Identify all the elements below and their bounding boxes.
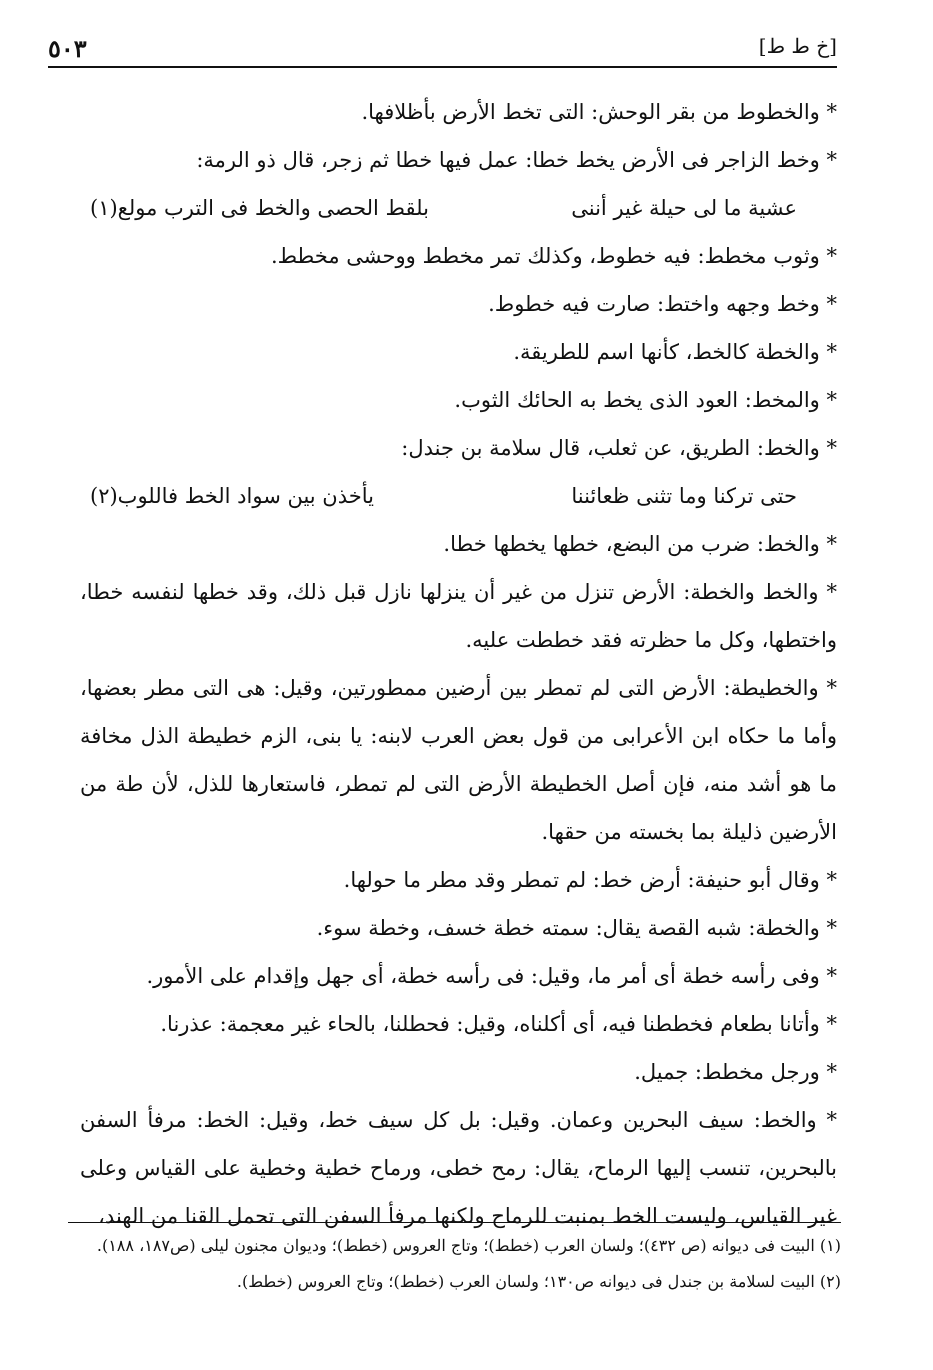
entry: * والخطوط من بقر الوحش: التى تخط الأرض بأظلافها.: [361, 100, 837, 124]
entry: * وقال أبو حنيفة: أرض خط: لم تمطر وقد مطر ما حولها.: [343, 868, 837, 892]
entry: * والخطة كالخط، كأنها اسم للطريقة.: [513, 340, 837, 364]
entry: * وخط الزاجر فى الأرض يخط خطا: عمل فيها خطا ثم زجر، قال ذو الرمة:: [196, 148, 837, 172]
page-header: [48, 32, 837, 68]
verse-second-hemistich: يأخذن بين سواد الخط فاللوب(٢): [90, 484, 374, 508]
footnote: (١) البيت فى ديوانه (ص ٤٣٢)؛ ولسان العرب (خطط)؛ وتاج العروس (خطط)؛ وديوان مجنون ليلى (ص١٨٧، ١٨٨).: [96, 1236, 841, 1255]
footnotes: [68, 1222, 841, 1303]
entry: * والمخط: العود الذى يخط به الحائك الثوب.: [454, 388, 837, 412]
verse-first-hemistich: عشية ما لى حيلة غير أننى: [571, 196, 797, 220]
entry: * وخط وجهه واختط: صارت فيه خطوط.: [488, 292, 837, 316]
entry: * ورجل مخطط: جميل.: [634, 1060, 837, 1084]
poetry-verse: [80, 184, 837, 232]
verse-first-hemistich: حتى تركنا وما تثنى ظعائننا: [571, 484, 797, 508]
running-head: [خ ط ط]: [758, 34, 837, 58]
entry: * والخط والخطة: الأرض تنزل من غير أن ينزلها نازل قبل ذلك، وقد خطها لنفسه خطا، واختطها، وكل ما حظرته فقد خططت عليه.: [80, 580, 837, 652]
entry: * والخط: الطريق، عن ثعلب، قال سلامة بن جندل:: [401, 436, 837, 460]
poetry-verse: [80, 472, 837, 520]
entry: * وثوب مخطط: فيه خطوط، وكذلك تمر مخطط ووحشى مخطط.: [270, 244, 837, 268]
footnote: (٢) البيت لسلامة بن جندل فى ديوانه ص١٣٠؛ ولسان العرب (خطط)؛ وتاج العروس (خطط).: [236, 1272, 841, 1291]
entry: * والخطيطة: الأرض التى لم تمطر بين أرضين ممطورتين، وقيل: هى التى مطر بعضها، وأما ما حكاه ابن الأعرابى من قول بعض العرب لابنه: يا بنى، الزم خطيطة الذل مخافة ما هو أشد منه، فإن أصل الخطيطة الأرض التى لم تمطر، فاستعارها للذل، لأن طة من الأرضين ذليلة بما بخسته من حقها.: [80, 676, 837, 844]
entry: * والخط: ضرب من البضع، خطها يخطها خطا.: [443, 532, 837, 556]
entry: * والخط: سيف البحرين وعمان. وقيل: بل كل سيف خط، وقيل: الخط: مرفأ السفن بالبحرين، تنسب إليها الرماح، يقال: رمح خطى، ورماح خطية وخطية على القياس وعلى غير القياس، وليست الخط بمنبت للرماح ولكنها مرفأ السفن التى تحمل القنا من الهند،: [80, 1108, 837, 1228]
verse-second-hemistich: بلقط الحصى والخط فى الترب مولع(١): [90, 196, 429, 220]
entries-body: [80, 88, 837, 1240]
entry: * والخطة: شبه القصة يقال: سمته خطة خسف، وخطة سوء.: [316, 916, 837, 940]
entry: * وفى رأسه خطة أى أمر ما، وقيل: فى رأسه خطة، أى جهل وإقدام على الأمور.: [146, 964, 837, 988]
page-number: ٥٠٣: [48, 34, 87, 63]
entry: * وأتانا بطعام فخططنا فيه، أى أكلناه، وقيل: فحطلنا، بالحاء غير معجمة: عذرنا.: [160, 1012, 837, 1036]
